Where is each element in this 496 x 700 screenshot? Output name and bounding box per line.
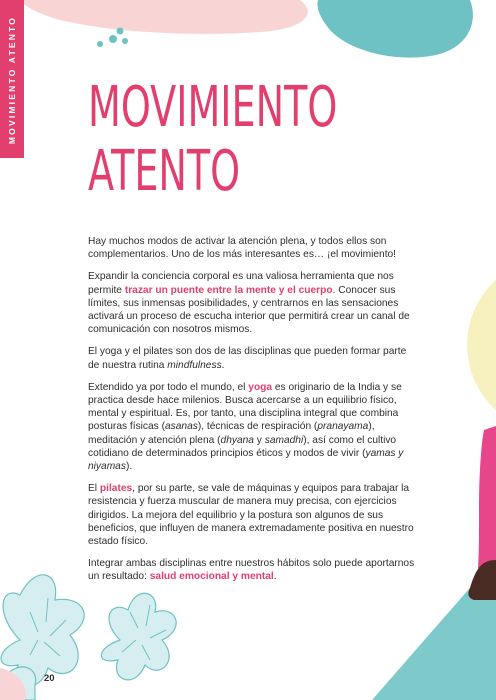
teal-dot bbox=[122, 38, 128, 44]
highlight-yoga: yoga bbox=[248, 381, 273, 393]
paragraph-body-awareness: Expandir la conciencia corporal es una valiosa herramienta que nos permite trazar un puente entre la mente y el cuerpo. Conocer sus límites, sus inmensas posibilidades, y centrarnos en las sensaciones activará un proceso de escucha interior que permitirá crear un canal de comunicación con nosotros mismos. bbox=[88, 271, 410, 336]
article-body bbox=[88, 235, 418, 593]
paragraph-intro: Hay muchos modos de activar la atención plena, y todos ellos son complementarios. Uno de los más interesantes es… ¡el movimiento! bbox=[88, 236, 397, 261]
page-title-line-2: ATENTO bbox=[88, 139, 241, 204]
section-tab-label: MOVIMIENTO ATENTO bbox=[7, 15, 17, 145]
page-number: 20 bbox=[44, 673, 55, 684]
page-title-line-1: MOVIMIENTO bbox=[88, 75, 338, 140]
paragraph-conclusion: Integrar ambas disciplinas entre nuestros hábitos solo puede aportarnos un resultado: salud emocional y mental. bbox=[88, 558, 415, 583]
highlight-health: salud emocional y mental bbox=[149, 571, 274, 583]
highlight-bridge: trazar un puente entre la mente y el cuerpo bbox=[124, 284, 333, 296]
flower-decoration-bottom-left bbox=[0, 575, 176, 700]
teal-blob-top-right bbox=[318, 0, 473, 58]
foot-illustration bbox=[468, 560, 496, 600]
pink-leggings bbox=[478, 426, 496, 568]
page-title bbox=[88, 76, 337, 204]
yellow-circle-right bbox=[467, 257, 496, 433]
highlight-pilates: pilates bbox=[99, 483, 133, 495]
section-tab bbox=[0, 0, 24, 158]
teal-dot bbox=[97, 41, 103, 47]
paragraph-pilates: El pilates, por su parte, se vale de máquinas y equipos para trabajar la resistencia y fuerza muscular de manera muy precisa, con ejercicios dirigidos. La mejora del equilibrio y la postura son algunos de sus beneficios, que influyen de manera extremadamente positiva en nuestro estado físico. bbox=[88, 483, 414, 548]
pink-blob-top bbox=[20, 0, 308, 34]
teal-dot bbox=[117, 28, 124, 35]
paragraph-disciplines: El yoga y el pilates son dos de las disciplinas que pueden formar parte de nuestra rutina mindfulness. bbox=[88, 346, 407, 371]
paragraph-yoga: Extendido ya por todo el mundo, el yoga es originario de la India y se practica desde hace milenios. Busca acercarse a un equilibrio físico, mental y espiritual. Es, por tanto, una disciplina integral que combina posturas físicas (asanas), técnicas de respiración (pranayama), meditación y atención plena (dhyana y samadhi), así como el cultivo cotidiano de determinados principios éticos y modos de vivir (yamas y niyamas). bbox=[88, 381, 404, 473]
teal-dot bbox=[109, 35, 117, 43]
